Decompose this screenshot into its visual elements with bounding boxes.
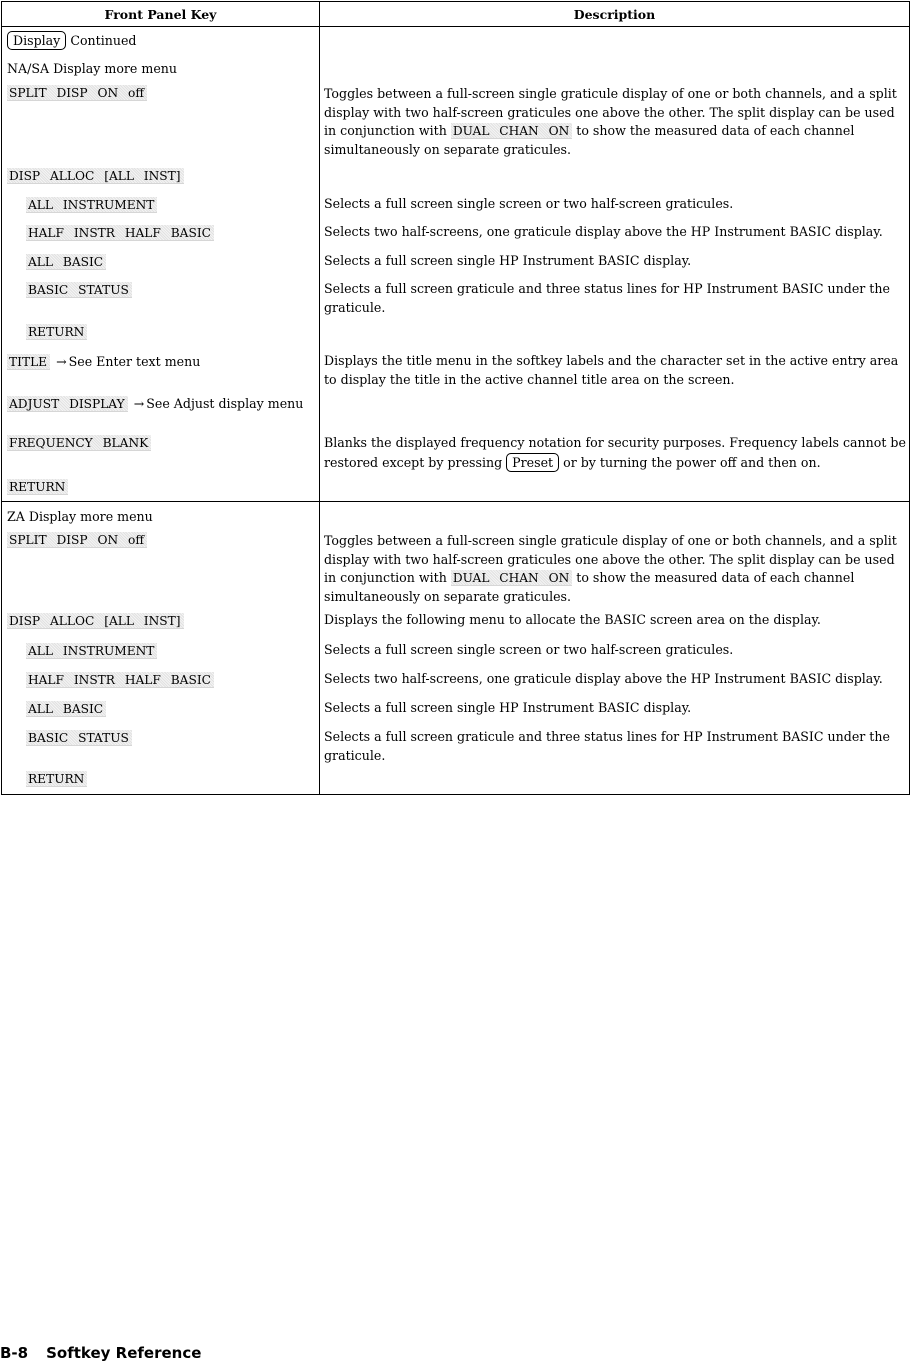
split-disp-softkey: SPLIT DISP ON off xyxy=(7,85,147,101)
header-front-panel-key: Front Panel Key xyxy=(2,2,320,27)
header-description: Description xyxy=(320,2,910,27)
softkey-table xyxy=(1,1,910,795)
split-disp-description: Toggles between a full-screen single graticule display of one or both channels, and a split display with two half-screen graticules one above the other. The split display can be used in conjunction with DUAL CHAN ON to show the measured data of each channel simultaneously on separate graticules. xyxy=(324,533,897,604)
basic-status-softkey: BASIC STATUS xyxy=(26,282,132,298)
disp-alloc-description: Displays the following menu to allocate the BASIC screen area on the display. xyxy=(324,612,821,627)
basic-status-description: Selects a full screen graticule and three status lines for HP Instrument BASIC under the graticule. xyxy=(324,281,890,315)
page-footer xyxy=(0,1344,201,1362)
all-basic-description: Selects a full screen single HP Instrument BASIC display. xyxy=(324,700,692,715)
half-instr-half-basic-softkey: HALF INSTR HALF BASIC xyxy=(26,672,214,688)
na-sa-menu-title: NA/SA Display more menu xyxy=(7,61,178,76)
split-disp-description: Toggles between a full-screen single graticule display of one or both channels, and a split display with two half-screen graticules one above the other. The split display can be used in conjunction with DUAL CHAN ON to show the measured data of each channel simultaneously on separate graticules. xyxy=(324,86,897,157)
dual-chan-softkey: DUAL CHAN ON xyxy=(451,570,572,586)
half-instr-description: Selects two half-screens, one graticule display above the HP Instrument BASIC display. xyxy=(324,224,883,239)
half-instr-description: Selects two half-screens, one graticule display above the HP Instrument BASIC display. xyxy=(324,671,883,686)
title-row xyxy=(2,349,319,391)
all-instrument-softkey: ALL INSTRUMENT xyxy=(26,197,157,213)
arrow-icon: → xyxy=(133,396,145,411)
split-disp-softkey: SPLIT DISP ON off xyxy=(7,532,147,548)
continued-label: Continued xyxy=(70,33,137,48)
disp-alloc-description xyxy=(320,161,909,191)
all-instrument-softkey: ALL INSTRUMENT xyxy=(26,643,157,659)
half-instr-half-basic-softkey: HALF INSTR HALF BASIC xyxy=(26,225,214,241)
return-softkey: RETURN xyxy=(26,324,87,340)
title-description: Displays the title menu in the softkey labels and the character set in the active entry area to display the title in the active channel title area on the screen. xyxy=(324,353,899,387)
preset-hardkey: Preset xyxy=(506,453,559,472)
za-section xyxy=(2,502,910,795)
all-instrument-description: Selects a full screen single screen or two half-screen graticules. xyxy=(324,642,734,657)
display-continued-row xyxy=(2,27,319,57)
title-softkey: TITLE xyxy=(7,354,50,370)
basic-status-description: Selects a full screen graticule and three status lines for HP Instrument BASIC under the graticule. xyxy=(324,729,890,763)
disp-alloc-softkey: DISP ALLOC [ALL INST] xyxy=(7,613,184,629)
adjust-display-softkey: ADJUST DISPLAY xyxy=(7,396,128,412)
adjust-display-row xyxy=(2,391,319,432)
footer-title: Softkey Reference xyxy=(46,1344,202,1362)
frequency-blank-description: Blanks the displayed frequency notation for security purposes. Frequency labels cannot be restored except by pressing Preset or by turning the power off and then on. xyxy=(324,435,906,470)
return-softkey: RETURN xyxy=(7,479,68,495)
all-basic-softkey: ALL BASIC xyxy=(26,254,106,270)
arrow-icon: → xyxy=(56,354,67,369)
dual-chan-softkey: DUAL CHAN ON xyxy=(451,123,572,139)
return-softkey: RETURN xyxy=(26,771,87,787)
na-sa-section xyxy=(2,27,910,502)
za-menu-title: ZA Display more menu xyxy=(7,509,153,524)
all-basic-description: Selects a full screen single HP Instrument BASIC display. xyxy=(324,253,692,268)
disp-alloc-softkey: DISP ALLOC [ALL INST] xyxy=(7,168,184,184)
all-instrument-description: Selects a full screen single screen or two half-screen graticules. xyxy=(324,196,734,211)
all-basic-softkey: ALL BASIC xyxy=(26,701,106,717)
adjust-see-text: See Adjust display menu xyxy=(146,396,304,411)
title-see-text: See Enter text menu xyxy=(68,354,201,369)
table-header-row xyxy=(2,2,910,27)
basic-status-softkey: BASIC STATUS xyxy=(26,730,132,746)
page-number: B-8 xyxy=(0,1344,29,1362)
frequency-blank-softkey: FREQUENCY BLANK xyxy=(7,435,151,451)
display-hardkey: Display xyxy=(7,31,66,50)
